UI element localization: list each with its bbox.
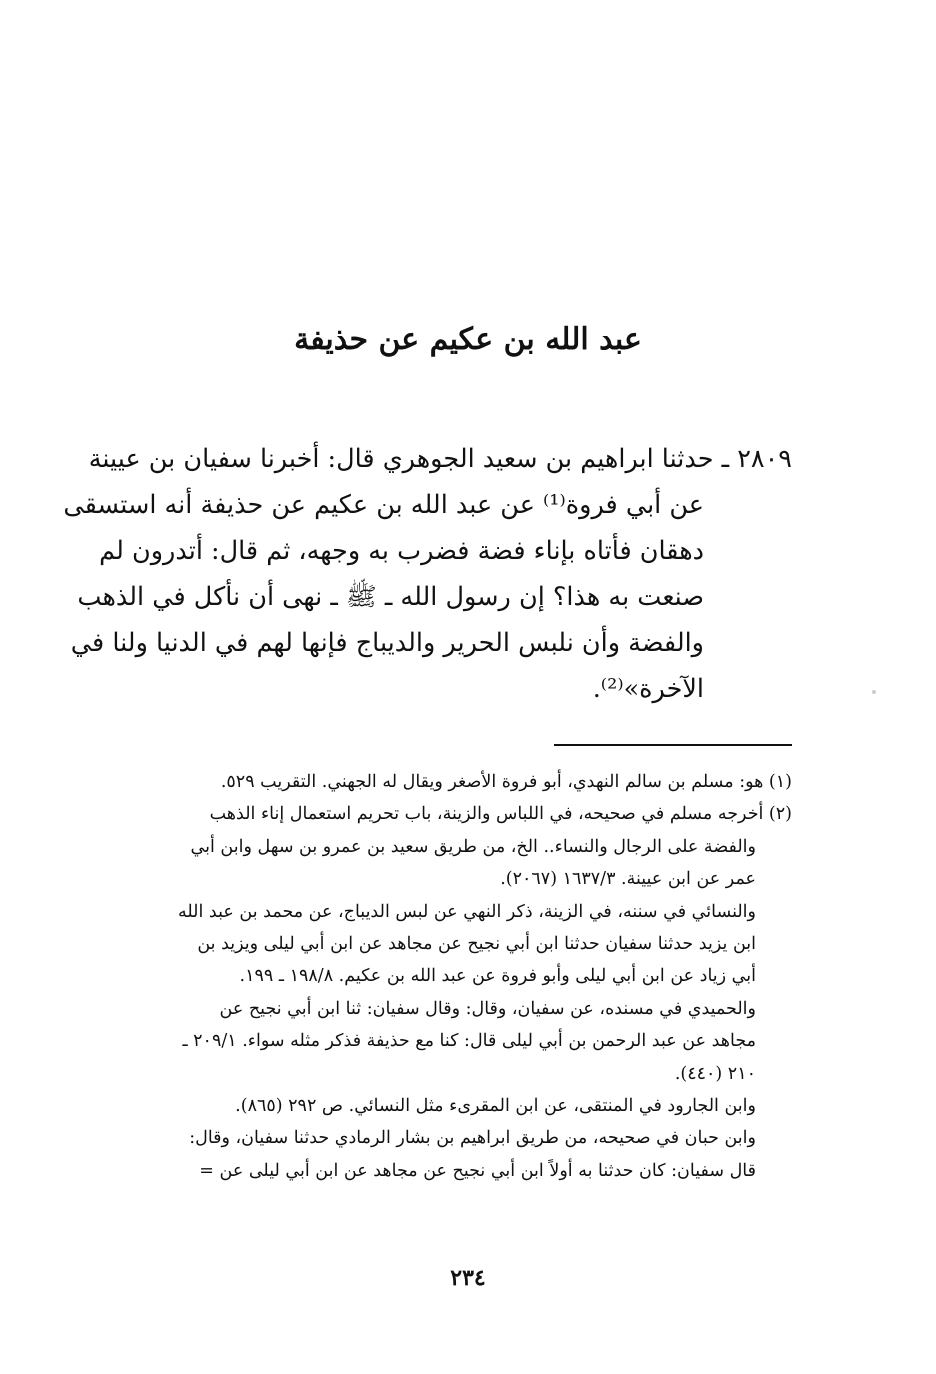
footnotes xyxy=(98,766,792,1187)
footnote-line: قال سفيان: كان حدثنا به أولاً ابن أبي نجيح عن مجاهد عن ابن أبي ليلى عن = xyxy=(199,1160,756,1181)
hadith-line: الآخرة»⁽²⁾. xyxy=(592,674,704,704)
footnote-line: وابن الجارود في المنتقى، عن ابن المقرىء مثل النسائي. ص ٢٩٢ (٨٦٥). xyxy=(235,1096,756,1117)
scan-speck xyxy=(872,690,876,694)
hadith-line: صنعت به هذا؟ إن رسول الله ـ ﷺ ـ نهى أن نأكل في الذهب xyxy=(77,582,704,612)
page-number: ٢٣٤ xyxy=(450,1265,486,1291)
footnote-line: أبي زياد عن ابن أبي ليلى وأبو فروة عن عبد الله بن عكيم. ١٩٨/٨ ـ ١٩٩. xyxy=(239,966,756,987)
footnote-separator xyxy=(554,744,792,746)
chapter-title: عبد الله بن عكيم عن حذيفة xyxy=(294,322,642,357)
footnote-line: مجاهد عن عبد الرحمن بن أبي ليلى قال: كنا مع حذيفة فذكر مثله سواء. ٢٠٩/١ ـ xyxy=(182,1031,756,1052)
footnote-line: (٢) أخرجه مسلم في صحيحه، في اللباس والزينة، باب تحريم استعمال إناء الذهب xyxy=(209,804,792,825)
footnote-line: والفضة على الرجال والنساء.. الخ، من طريق سعيد بن عمرو بن سهل وابن أبي xyxy=(190,836,756,857)
hadith-text xyxy=(63,436,792,712)
hadith-line: عن أبي فروة⁽¹⁾ عن عبد الله بن عكيم عن حذيفة أنه استسقى xyxy=(63,490,704,520)
footnote-line: والحميدي في مسنده، عن سفيان، وقال: وقال سفيان: ثنا ابن أبي نجيح عن xyxy=(219,998,756,1019)
hadith-line: دهقان فأتاه بإناء فضة فضرب به وجهه، ثم قال: أتدرون لم xyxy=(99,536,704,566)
footnote-line: ٢١٠ (٤٤٠). xyxy=(674,1063,756,1084)
footnote-line: ابن يزيد حدثنا سفيان حدثنا ابن أبي نجيح عن مجاهد عن ابن أبي ليلى ويزيد بن xyxy=(197,934,756,955)
footnote-line: والنسائي في سننه، في الزينة، ذكر النهي عن لبس الديباج، عن محمد بن عبد الله xyxy=(177,901,756,922)
hadith-line: ٢٨٠٩ ـ حدثنا ابراهيم بن سعيد الجوهري قال: أخبرنا سفيان بن عيينة xyxy=(88,444,792,474)
footnote-line: وابن حبان في صحيحه، من طريق ابراهيم بن بشار الرمادي حدثنا سفيان، وقال: xyxy=(189,1128,756,1149)
footnote-line: عمر عن ابن عيينة. ١٦٣٧/٣ (٢٠٦٧). xyxy=(500,869,756,890)
hadith-line: والفضة وأن نلبس الحرير والديباج فإنها لهم في الدنيا ولنا في xyxy=(70,628,704,658)
footnote-line: (١) هو: مسلم بن سالم النهدي، أبو فروة الأصغر ويقال له الجهني. التقريب ٥٢٩. xyxy=(220,772,792,792)
